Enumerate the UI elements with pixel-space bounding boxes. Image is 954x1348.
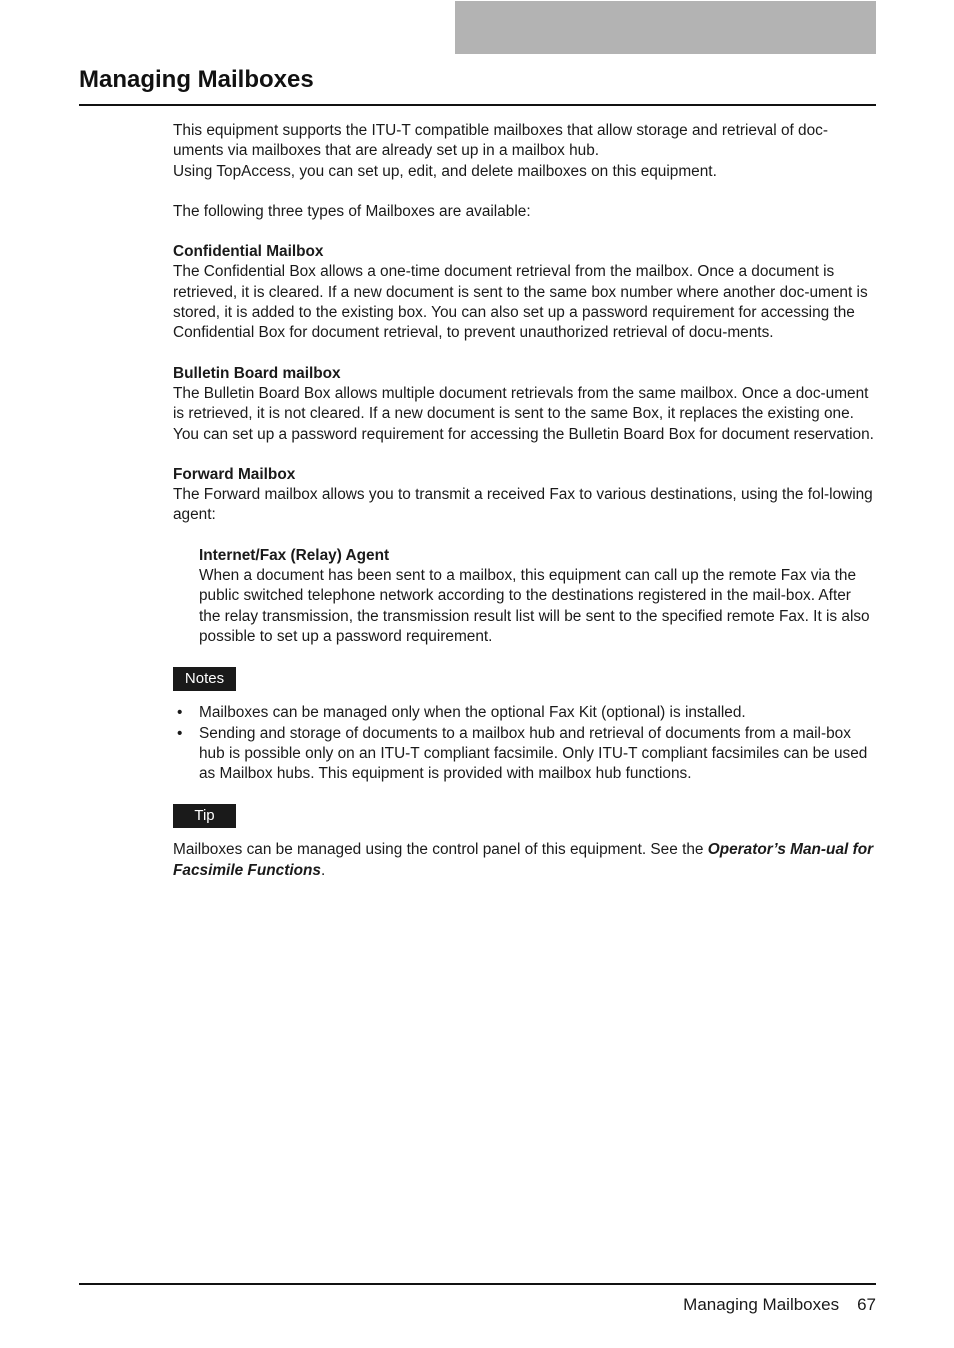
- notes-label: Notes: [173, 667, 236, 691]
- tip-text-before: Mailboxes can be managed using the control panel of this equipment. See the: [173, 841, 708, 859]
- subsection-heading: Internet/Fax (Relay) Agent: [199, 546, 390, 564]
- intro-paragraph: Using TopAccess, you can set up, edit, and delete mailboxes on this equipment.: [173, 162, 717, 180]
- bullet-icon: •: [177, 724, 183, 742]
- intro-paragraph: The following three types of Mailboxes are available:: [173, 202, 531, 220]
- section-heading-bulletin: Bulletin Board mailbox: [173, 364, 341, 382]
- main-content: [173, 121, 876, 881]
- list-item: [173, 703, 876, 723]
- subsection-body: When a document has been sent to a mailbox, this equipment can call up the remote Fax via the public switched telephone network according to the destinations registered in the mail-box. After the relay transmission, the transmission result list will be sent to the specified remote Fax. It is also possible to set up a password requirement.: [199, 567, 870, 645]
- section-body-forward: The Forward mailbox allows you to transmit a received Fax to various destinations, using the fol-lowing agent:: [173, 486, 873, 524]
- title-divider: [79, 104, 876, 106]
- section-heading-confidential: Confidential Mailbox: [173, 243, 324, 261]
- note-text: Sending and storage of documents to a mailbox hub and retrieval of documents from a mail-box hub is possible only on an ITU-T compliant facsimile. Only ITU-T compliant facsimiles can be used as Mailbox hubs. This equipment is provided with mailbox hub functions.: [199, 724, 868, 783]
- manual-title: Operator’s Man-ual for Facsimile Functions: [173, 841, 874, 879]
- notes-list: [173, 703, 876, 784]
- page-number: 67: [857, 1295, 876, 1314]
- tip-text-after: .: [320, 861, 326, 879]
- intro-paragraph: This equipment supports the ITU-T compatible mailboxes that allow storage and retrieval of doc-uments via mailboxes that are already set up in a mailbox hub.: [173, 122, 828, 160]
- subsection: [199, 546, 876, 647]
- page-title: Managing Mailboxes: [79, 66, 314, 93]
- footer-divider: [79, 1283, 876, 1285]
- note-text: Mailboxes can be managed only when the optional Fax Kit (optional) is installed.: [199, 704, 746, 722]
- footer-section-title: Managing Mailboxes: [683, 1295, 840, 1314]
- tip-label: Tip: [173, 804, 236, 828]
- header-bar: [455, 1, 876, 54]
- section-heading-forward: Forward Mailbox: [173, 465, 296, 483]
- bullet-icon: •: [177, 704, 183, 722]
- page-footer: [683, 1295, 876, 1315]
- tip-text: [173, 840, 876, 881]
- section-body-confidential: The Confidential Box allows a one-time document retrieval from the mailbox. Once a document is retrieved, it is cleared. If a new document is sent to the same box number where another doc-ument is stored, it is added to the existing box. You can also set up a password requirement for accessing the Confidential Box for document retrieval, to prevent unauthorized retrieval of docu-ments.: [173, 263, 868, 342]
- section-body-bulletin: The Bulletin Board Box allows multiple document retrievals from the same mailbox. Once a doc-ument is retrieved, it is not cleared. If a new document is sent to the same Box, it replaces the existing one. You can set up a password requirement for accessing the Bulletin Board Box for document reservation.: [173, 384, 874, 443]
- list-item: [173, 724, 876, 785]
